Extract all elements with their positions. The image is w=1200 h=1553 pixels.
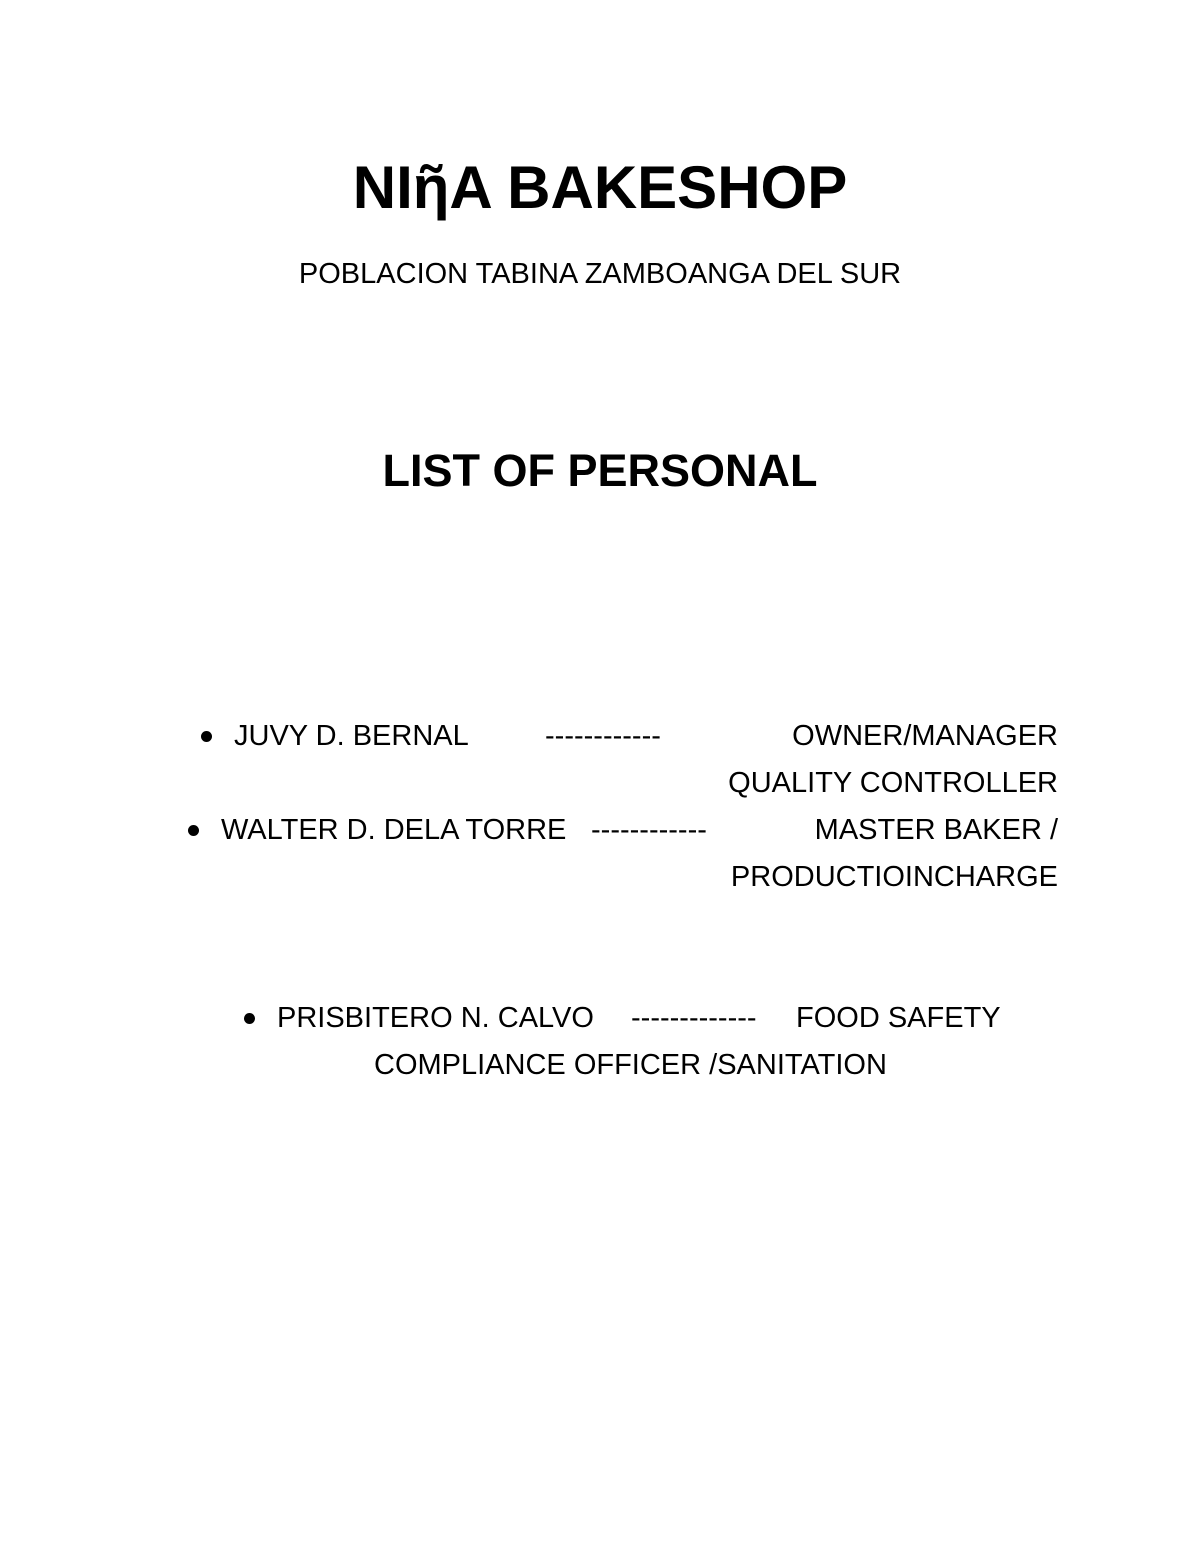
personnel-separator: ------------	[591, 814, 707, 846]
personnel-role-continued: QUALITY CONTROLLER	[728, 767, 1058, 799]
list-heading: LIST OF PERSONAL	[382, 445, 818, 496]
personnel-name: WALTER D. DELA TORRE	[221, 814, 567, 846]
personnel-role: MASTER BAKER /	[814, 814, 1058, 846]
shop-title: NIῆA BAKESHOP	[352, 154, 848, 221]
shop-address: POBLACION TABINA ZAMBOANGA DEL SUR	[298, 258, 902, 290]
personnel-name: JUVY D. BERNAL	[234, 720, 469, 752]
personnel-name: PRISBITERO N. CALVO	[277, 1002, 594, 1034]
personnel-separator: -------------	[631, 1002, 757, 1034]
bullet-icon	[244, 1013, 255, 1024]
personnel-role-continued: COMPLIANCE OFFICER /SANITATION	[374, 1049, 887, 1081]
personnel-separator: ------------	[545, 720, 661, 752]
personnel-role-continued: PRODUCTIOINCHARGE	[730, 861, 1058, 893]
bullet-icon	[201, 731, 212, 742]
bullet-icon	[188, 825, 199, 836]
personnel-role: OWNER/MANAGER	[792, 720, 1058, 752]
personnel-role: FOOD SAFETY	[796, 1002, 1001, 1034]
